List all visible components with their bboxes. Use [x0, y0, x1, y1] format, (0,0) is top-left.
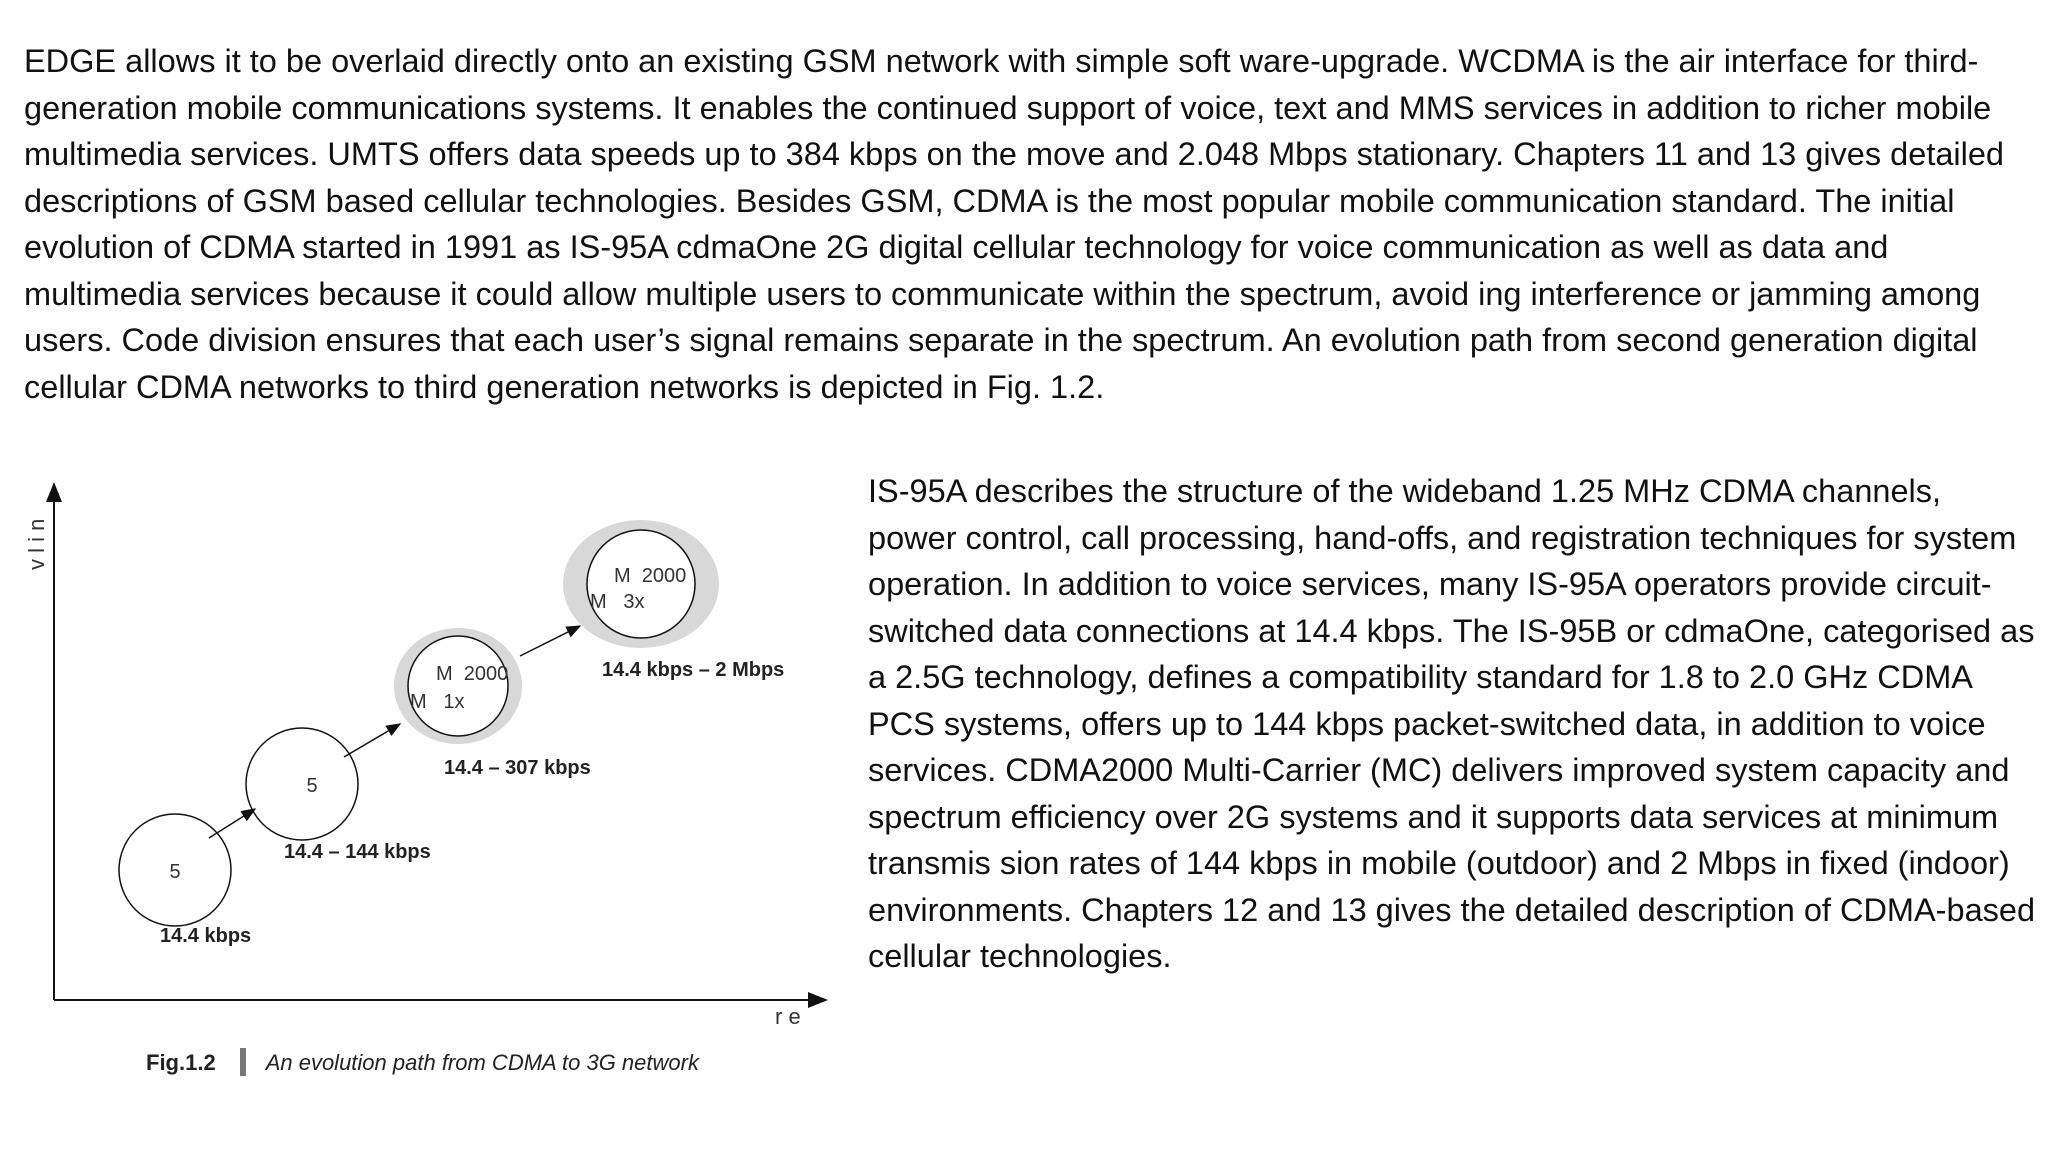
node-is95b	[246, 728, 358, 840]
figure-caption	[146, 1048, 699, 1076]
node-cdma2000-1x-line1: M 2000	[436, 663, 509, 685]
figure-caption-divider	[240, 1048, 246, 1076]
node-is95b-rate: 14.4 – 144 kbps	[284, 841, 431, 863]
y-axis-label: v l i n	[24, 518, 49, 570]
node-is95a-label: 5	[169, 861, 181, 883]
node-cdma2000-3x-rate: 14.4 kbps – 2 Mbps	[602, 659, 785, 681]
figure-caption-label: Fig.1.2	[146, 1050, 216, 1075]
figure-cdma-evolution	[0, 470, 840, 1090]
figure-caption-title: An evolution path from CDMA to 3G network	[265, 1050, 699, 1075]
top-paragraph: EDGE allows it to be overlaid directly onto an existing GSM network with simple soft ware-upgrade. WCDMA is the air interface for third-generation mobile communications systems. It enables the continued support of voice, text and MMS services in addition to richer mobile multimedia services. UMTS offers data speeds up to 384 kbps on the move and 2.048 Mbps stationary. Chapters 11 and 13 gives detailed descriptions of GSM based cellular technologies. Besides GSM, CDMA is the most popular mobile communication standard. The initial evolution of CDMA started in 1991 as IS-95A cdmaOne 2G digital cellular technology for voice communication as well as data and multimedia services because it could allow multiple users to communicate within the spectrum, avoid ing interference or jamming among users. Code division ensures that each user’s signal remains separate in the spectrum. An evolution path from second generation digital cellular CDMA networks to third generation networks is depicted in Fig. 1.2.	[24, 43, 2005, 405]
node-cdma2000-1x-rate: 14.4 – 307 kbps	[444, 757, 591, 779]
arrow-2-to-3	[344, 724, 400, 757]
arrow-1-to-2	[209, 809, 255, 838]
node-is95a-rate: 14.4 kbps	[160, 925, 252, 947]
arrow-3-to-4	[520, 626, 580, 656]
figure-diagram	[0, 470, 840, 1040]
node-cdma2000-3x-line2: M 3x	[590, 591, 645, 613]
right-paragraph: IS-95A describes the structure of the wideband 1.25 MHz CDMA channels, power control, call processing, hand-offs, and registration techniques for system operation. In addition to voice services, many IS-95A operators provide circuit-switched data connections at 14.4 kbps. The IS-95B or cdmaOne, categorised as a 2.5G technology, defines a compatibility standard for 1.8 to 2.0 GHz CDMA PCS systems, offers up to 144 kbps packet-switched data, in addition to voice services. CDMA2000 Multi-Carrier (MC) delivers improved system capacity and spectrum efficiency over 2G systems and it supports data services at minimum transmis sion rates of 144 kbps in mobile (outdoor) and 2 Mbps in fixed (indoor) environments. Chapters 12 and 13 gives the detailed description of CDMA-based cellular technologies.	[868, 473, 2036, 974]
x-axis-label: r e	[775, 1004, 801, 1029]
node-cdma2000-3x-line1: M 2000	[614, 565, 687, 587]
node-cdma2000-1x	[408, 636, 508, 736]
node-is95b-label: 5	[306, 775, 318, 797]
node-cdma2000-1x-line2: M 1x	[410, 691, 465, 713]
